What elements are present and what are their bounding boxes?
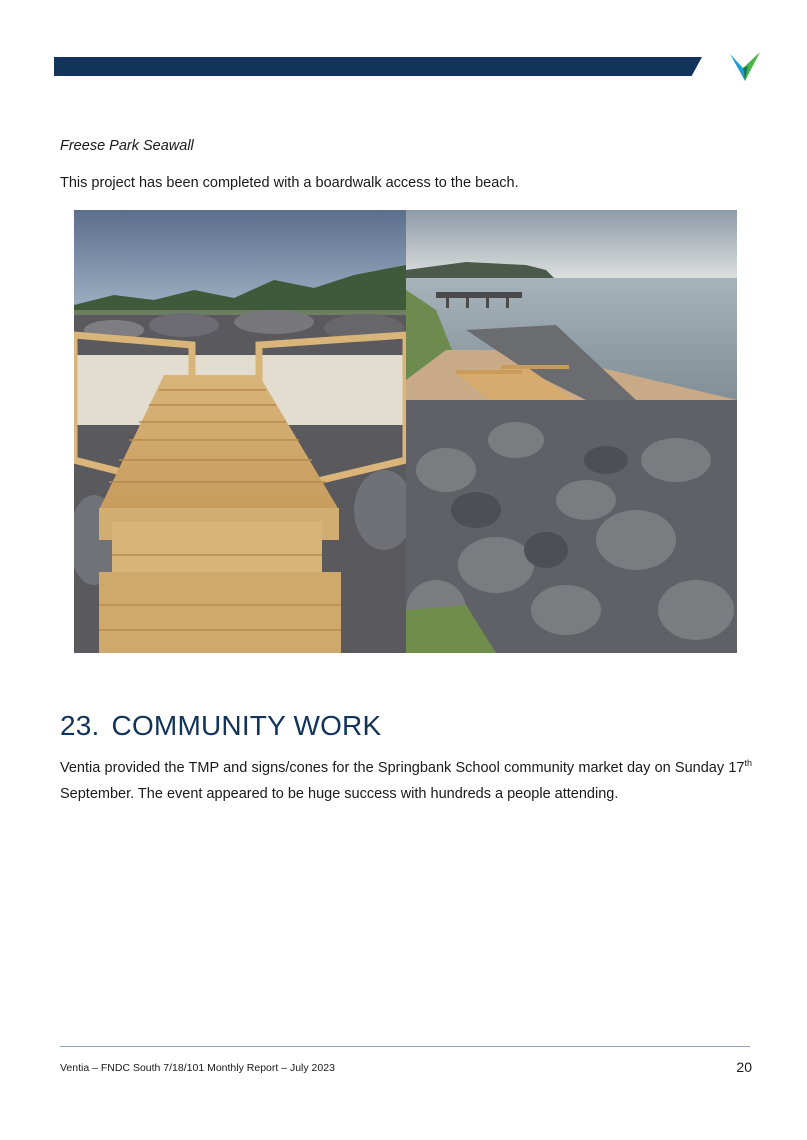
- section-heading: [60, 710, 381, 742]
- page-number: 20: [736, 1059, 752, 1075]
- ordinal-superscript: th: [744, 758, 752, 768]
- paragraph-text-part2: September. The event appeared to be huge success with hundreds a people attending.: [60, 786, 619, 802]
- ventia-logo-icon: [727, 50, 763, 82]
- photo-section-subtitle: Freese Park Seawall: [60, 138, 194, 154]
- community-work-paragraph: [60, 755, 752, 807]
- footer-divider: [60, 1046, 750, 1047]
- photo-section-intro: This project has been completed with a boardwalk access to the beach.: [60, 175, 519, 191]
- section-title: COMMUNITY WORK: [111, 710, 382, 741]
- boardwalk-photo-left: [74, 210, 406, 653]
- paragraph-text-part1: Ventia provided the TMP and signs/cones for the Springbank School community market day on Sunday 17: [60, 760, 745, 776]
- header-bar: [54, 57, 702, 76]
- footer-text: Ventia – FNDC South 7/18/101 Monthly Report – July 2023: [60, 1062, 335, 1074]
- section-number: 23.: [60, 710, 100, 741]
- boardwalk-photo-right: [406, 210, 737, 653]
